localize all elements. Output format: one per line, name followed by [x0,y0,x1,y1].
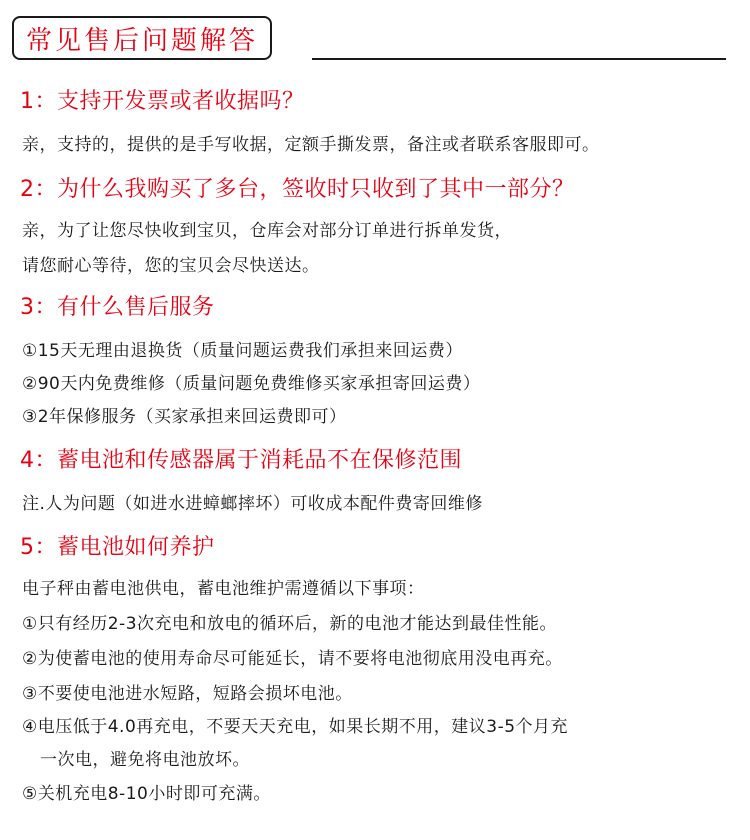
faq-5-care-item: ④电压低于4.0再充电，不要天天充电，如果长期不用，建议3-5个月充 [22,717,569,737]
faq-5-care-item: ③不要使电池进水短路，短路会损坏电池。 [22,684,353,704]
faq-1-answer-line: 亲，支持的，提供的是手写收据，定额手撕发票，备注或者联系客服即可。 [22,135,600,155]
faq-3-service-item: ①15天无理由退换货（质量问题运费我们承担来回运费） [22,341,463,361]
faq-5-intro: 电子秤由蓄电池供电，蓄电池维护需遵循以下事项： [22,579,425,599]
faq-2-answer-line: 请您耐心等待，您的宝贝会尽快送达。 [22,256,320,276]
faq-2-answer-line: 亲，为了让您尽快收到宝贝，仓库会对部分订单进行拆单发货， [22,221,512,241]
faq-4-note: 注.人为问题（如进水进蟑螂摔坏）可收成本配件费寄回维修 [22,494,483,514]
faq-5-care-item: ①只有经历2-3次充电和放电的循环后，新的电池才能达到最佳性能。 [22,614,558,634]
faq-1-question: 1：支持开发票或者收据吗？ [20,89,305,114]
page-title-frame [12,16,272,60]
faq-5-question: 5：蓄电池如何养护 [20,535,215,560]
page-title: 常见售后问题解答 [26,25,259,56]
faq-5-care-item: ⑤关机充电8-10小时即可充满。 [22,784,271,804]
faq-4-question: 4：蓄电池和传感器属于消耗品不在保修范围 [20,448,462,473]
faq-5-care-item-continuation: 一次电，避免将电池放坏。 [40,750,250,770]
faq-2-question: 2：为什么我购买了多台，签收时只收到了其中一部分？ [20,177,575,202]
faq-3-question: 3：有什么售后服务 [20,295,215,320]
faq-5-care-item: ②为使蓄电池的使用寿命尽可能延长，请不要将电池彻底用没电再充。 [22,649,563,669]
faq-3-service-item: ②90天内免费维修（质量问题免费维修买家承担寄回运费） [22,374,481,394]
title-underline-divider [312,58,726,60]
faq-3-service-item: ③2年保修服务（买家承担来回运费即可） [22,407,347,427]
